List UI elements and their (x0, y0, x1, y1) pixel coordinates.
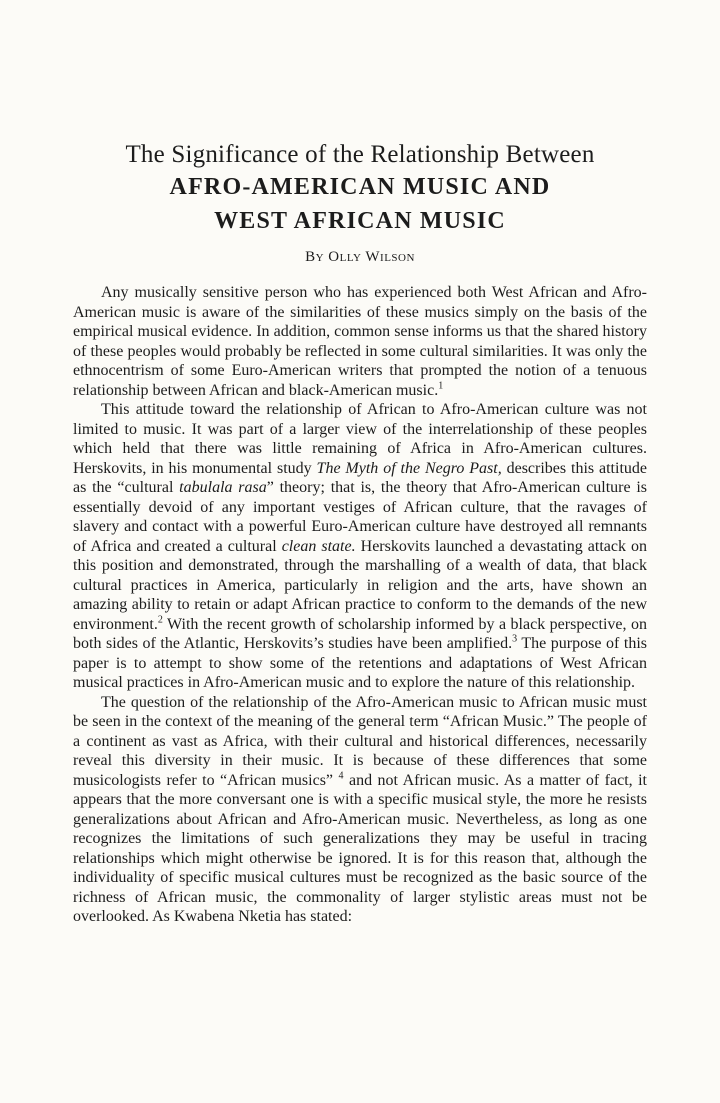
book-title: The Myth of the Negro Past, (316, 459, 502, 477)
footnote-marker-4: 4 (338, 770, 344, 782)
paragraph-3-text-1: The question of the relationship of the Afro-American music to African music must be seen in the context of the meaning of the general term “African Music.” The people of a continent as vast as Africa, with their cultural and historical differences, necessarily reveal this diversity in their music. It is because of these differences that some musicologists refer to “African musics” (73, 693, 647, 789)
author-byline: By Olly Wilson (305, 249, 415, 265)
title-line-3: WEST AFRICAN MUSIC (214, 208, 506, 234)
paragraph-2-text-3: ” theory; that is, the theory that Afro-American culture is essentially devoid of any important vestiges of African culture, that the ravages of slavery and contact with a powerful Euro-American culture have destroyed all remnants of Africa and created a cultural (73, 479, 648, 555)
paragraph-2 (73, 400, 647, 693)
title-line-1: The Significance of the Relationship Between (125, 141, 595, 168)
paragraph-1 (73, 283, 647, 400)
article-title (60, 140, 660, 238)
paragraph-2-text-2: describes this attitude as the “cultural (73, 459, 647, 496)
term-clean-state: clean state. (281, 537, 356, 555)
footnote-marker-2: 2 (157, 614, 163, 626)
paragraph-2-text-5: With the recent growth of scholarship informed by a black perspective, on both sides of the Atlantic, Herskovits’s studies have been amplified. (73, 615, 647, 652)
term-tabulala-rasa: tabulala rasa (179, 479, 267, 496)
paragraph-3-text-2: and not African music. As a matter of fact, it appears that the more conversant one is with a specific musical style, the more he resists generalizations about African and Afro-American music. Nevertheless, as long as one recognizes the limitations of such generalizations they may be useful in tracing relationships which might otherwise be ignored. It is for this reason that, although the individuality of specific musical cultures must be recognized as the basic source of the richness of African music, the commonality of larger stylistic areas must not be overlooked. As Kwabena Nketia has stated: (73, 771, 647, 925)
paragraph-2-text-1: This attitude toward the relationship of African to Afro-American culture was not limited to music. It was part of a larger view of the interrelationship of these peoples which held that there was little remaining of Africa in Afro-American cultures. Herskovits, in his monumental study (73, 401, 647, 477)
article-body (73, 283, 647, 927)
paragraph-3 (73, 693, 647, 927)
footnote-marker-3: 3 (512, 633, 518, 645)
paragraph-2-text-4: Herskovits launched a devastating attack on this position and demonstrated, through the marshalling of a wealth of data, that black cultural practices in America, particularly in religion and the arts, have shown an amazing ability to retain or adapt African practice to conform to the demands of the new environment. (73, 537, 647, 633)
paragraph-2-text-6: The purpose of this paper is to attempt to show some of the retentions and adaptations of West African musical practices in Afro-American music and to explore the nature of this relationship. (73, 635, 648, 691)
footnote-marker-1: 1 (438, 380, 444, 392)
paragraph-1-text: Any musically sensitive person who has experienced both West African and Afro-American music is aware of the similarities of these musics simply on the basis of the empirical musical evidence. In addition, common sense informs us that the shared history of these peoples would probably be reflected in some cultural similarities. It was only the ethnocentrism of some Euro-American writers that prompted the notion of a tenuous relationship between African and black-American music. (73, 284, 647, 399)
title-line-2: AFRO-AMERICAN MUSIC AND (169, 174, 551, 200)
